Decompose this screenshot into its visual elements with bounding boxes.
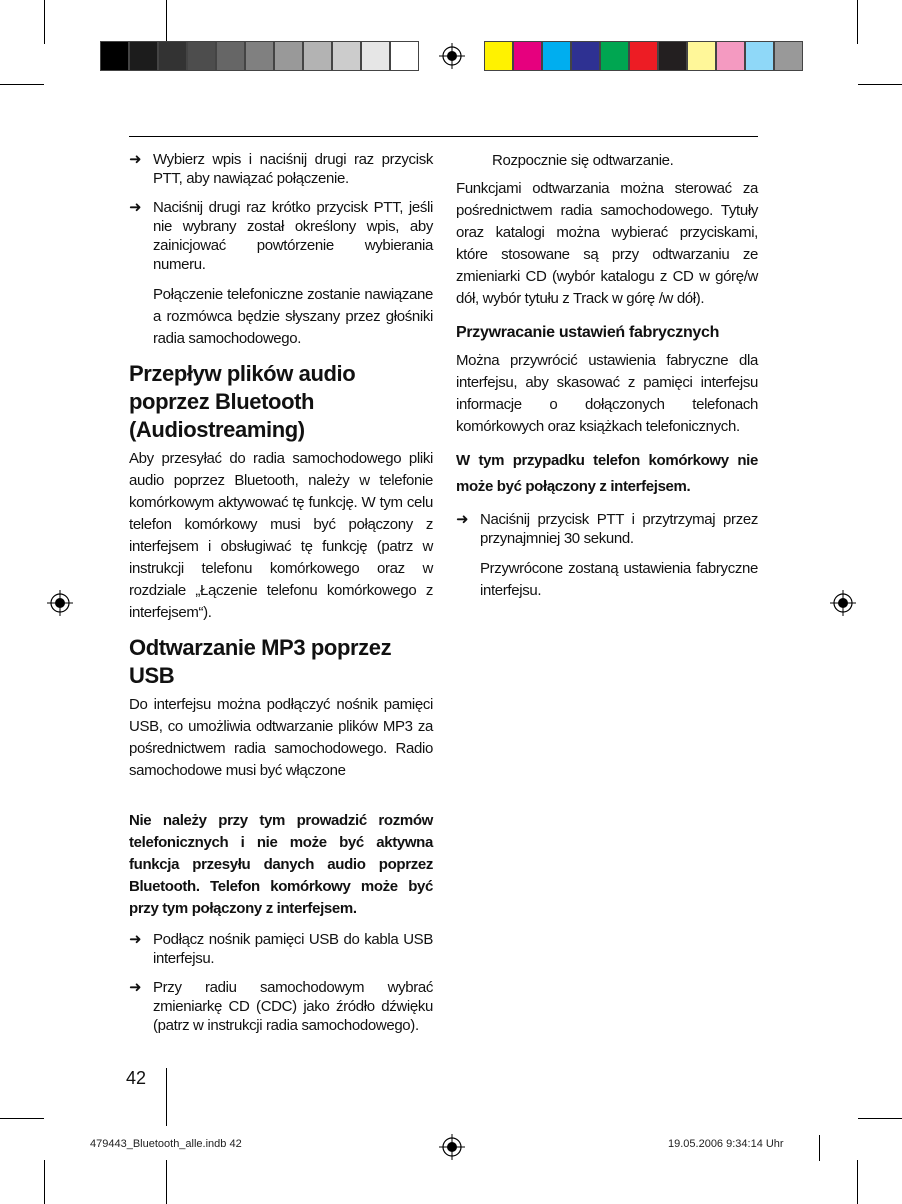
grayscale-color-bar [100,41,419,71]
color-swatch [658,41,687,71]
instruction-step [129,930,433,968]
crop-mark [0,1118,44,1119]
paragraph: Funkcjami odtwarzania można sterować za pośrednictwem radia samochodowego. Tytuły oraz katalogi można wybierać przyciskami, które stosowane są przy odtwarzaniu ze zmieniarki CD (wybór katalogu z CD w górę/w dół, wybór tytułu z Track w górę /w dół). [456,180,758,307]
instruction-step [129,978,433,1035]
arrow-icon: ➜ [129,151,142,168]
right-column [456,150,758,612]
color-swatch [187,41,216,71]
color-swatch [245,41,274,71]
crop-mark [0,84,44,85]
arrow-icon: ➜ [129,199,142,216]
color-swatch [361,41,390,71]
color-swatch [687,41,716,71]
notice-paragraph: W tym przypadku telefon komórkowy nie może być połączony z interfejsem. [456,452,758,495]
crop-mark [858,1118,902,1119]
crop-mark [166,0,167,44]
color-swatch [571,41,600,71]
color-swatch [513,41,542,71]
color-swatch [332,41,361,71]
color-swatch [716,41,745,71]
left-column [129,150,433,1045]
crop-mark [166,1160,167,1204]
color-swatch [158,41,187,71]
paragraph: Można przywrócić ustawienia fabryczne dla interfejsu, aby skasować z pamięci interfejsu informacje o dołączonych telefonach komórkowych oraz książkach telefonicznych. [456,352,758,435]
color-swatch [303,41,332,71]
crop-mark [819,1135,820,1161]
section-heading-audiostreaming: Przepływ plików audio poprzez Bluetooth (Audiostreaming) [129,361,356,442]
registration-mark-icon [439,1134,465,1160]
step-result: Rozpocznie się odtwarzanie. [492,152,674,169]
instruction-step [129,150,433,188]
step-result: Połączenie telefoniczne zostanie nawiązane a rozmówca będzie słyszany przez głośniki radia samochodowego. [153,286,433,347]
color-swatch [100,41,129,71]
crop-mark [44,1160,45,1204]
warning-paragraph: Nie należy przy tym prowadzić rozmów telefonicznych i nie może być aktywna funkcja przesyłu danych audio poprzez Bluetooth. Telefon komórkowy może być przy tym połączony z interfejsem. [129,812,433,917]
instruction-step [456,510,758,548]
step-text: Naciśnij drugi raz krótko przycisk PTT, jeśli nie wybrany został określony wpis, aby zainicjować powtórzenie wybierania numeru. [153,199,433,273]
arrow-icon: ➜ [129,979,142,996]
step-text: Podłącz nośnik pamięci USB do kabla USB interfejsu. [153,931,433,967]
crop-mark [44,0,45,44]
crop-mark [166,1068,167,1126]
color-swatch [774,41,803,71]
color-swatch [390,41,419,71]
step-text: Wybierz wpis i naciśnij drugi raz przycisk PTT, aby nawiązać połączenie. [153,151,433,187]
crop-mark [858,84,902,85]
step-text: Przy radiu samochodowym wybrać zmieniarkę CD (CDC) jako źródło dźwięku (patrz w instrukcji radia samochodowego). [153,979,433,1034]
color-swatch [129,41,158,71]
registration-mark-icon [47,590,73,616]
footer-filename: 479443_Bluetooth_alle.indb 42 [90,1138,242,1150]
step-text: Naciśnij przycisk PTT i przytrzymaj przez przynajmniej 30 sekund. [480,511,758,547]
color-swatch [629,41,658,71]
cmyk-color-bar [484,41,803,71]
color-swatch [274,41,303,71]
crop-mark [857,0,858,44]
header-rule [129,136,758,137]
registration-mark-icon [830,590,856,616]
registration-mark-icon [439,43,465,69]
color-swatch [542,41,571,71]
section-heading-factory-reset: Przywracanie ustawień fabrycznych [456,324,720,341]
color-swatch [484,41,513,71]
arrow-icon: ➜ [129,931,142,948]
paragraph: Aby przesyłać do radia samochodowego pliki audio poprzez Bluetooth, należy w telefonie komórkowym aktywować tę funkcję. W tym celu telefon komórkowy musi być połączony z interfejsem i obsługiwać tę funkcję (patrz w instrukcji telefonu komórkowego oraz w rozdziale „Łączenie telefonu komórkowego z interfejsem“). [129,450,433,621]
footer-timestamp: 19.05.2006 9:34:14 Uhr [668,1138,784,1150]
color-swatch [600,41,629,71]
color-swatch [745,41,774,71]
page-number: 42 [126,1068,147,1088]
crop-mark [857,1160,858,1204]
instruction-step [129,198,433,274]
color-swatch [216,41,245,71]
paragraph: Do interfejsu można podłączyć nośnik pamięci USB, co umożliwia odtwarzanie plików MP3 za pośrednictwem radia samochodowego. Radio samochodowe musi być włączone [129,696,433,779]
section-heading-mp3-usb: Odtwarzanie MP3 poprzez USB [129,635,392,688]
arrow-icon: ➜ [456,511,469,528]
step-result: Przywrócone zostaną ustawienia fabryczne interfejsu. [480,560,758,599]
